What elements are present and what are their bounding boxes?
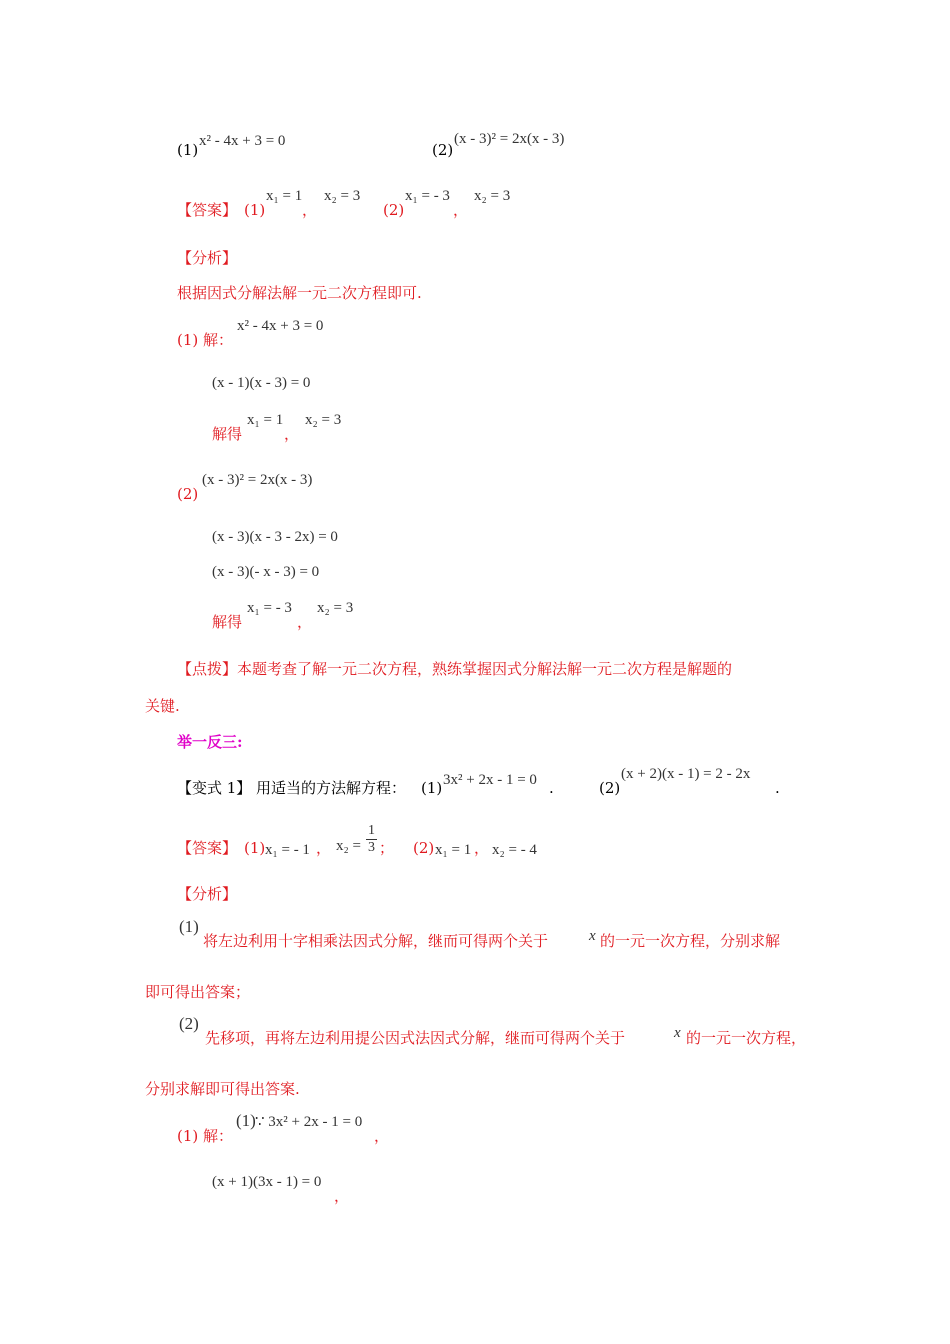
solution-1-step-1: (x - 1)(x - 3) = 0 bbox=[212, 375, 311, 391]
variant-part-2-label: (2) bbox=[599, 779, 621, 797]
solution-1-x2: x₂ = 3 bbox=[305, 412, 342, 428]
variant-tag: 【变式 1】 bbox=[177, 779, 252, 797]
variant-dot-2: . bbox=[775, 779, 780, 797]
analysis-2-tag: 【分析】 bbox=[177, 885, 238, 903]
practice-heading: 举一反三: bbox=[177, 733, 243, 751]
solution-1-label: (1) 解： bbox=[177, 331, 234, 349]
question-2-equation: (x - 3)² = 2x(x - 3) bbox=[454, 131, 565, 147]
solution-2-x1: x₁ = - 3 bbox=[247, 600, 292, 616]
answer-tag: 【答案】 bbox=[177, 201, 238, 219]
analysis-2-part-1-text-a: 将左边利用十字相乘法因式分解，继而可得两个关于 bbox=[203, 932, 549, 950]
solution-2-solve-label: 解得 bbox=[212, 613, 243, 631]
variant-part-1-equation: 3x² + 2x - 1 = 0 bbox=[443, 772, 537, 788]
solution-1-equation: x² - 4x + 3 = 0 bbox=[237, 318, 324, 334]
tip-line-2: 关键. bbox=[145, 697, 180, 715]
answer-2-part-2-x1: x₁ = 1 bbox=[435, 842, 472, 858]
solution-1-x1: x₁ = 1 bbox=[247, 412, 284, 428]
answer-2-tag: 【答案】 bbox=[177, 839, 238, 857]
analysis-2-solution-step-1-comma: ， bbox=[334, 1187, 350, 1205]
question-1-label: (1) bbox=[177, 141, 199, 159]
answer-2-part-1-label: (1) bbox=[244, 839, 266, 857]
tip-line-1: 【点拨】本题考查了解一元二次方程，熟练掌握因式分解法解一元二次方程是解题的 bbox=[177, 660, 733, 678]
answer-2-x2-left: x₂ = bbox=[336, 838, 361, 854]
answer-2-part-2-x2: x₂ = - 4 bbox=[492, 842, 537, 858]
answer-part-2-label: (2) bbox=[383, 201, 405, 219]
answer-part-2-x2: x₂ = 3 bbox=[474, 188, 511, 204]
analysis-2-part-2-text-a: 先移项，再将左边利用提公因式法因式分解，继而可得两个关于 bbox=[205, 1029, 626, 1047]
answer-2-comma-2: ， bbox=[474, 839, 490, 857]
answer-2-x2-fraction: $\frac{1}{3}$ bbox=[368, 823, 375, 855]
solution-2-step-2: (x - 3)(- x - 3) = 0 bbox=[212, 564, 320, 580]
solution-2-equation: (x - 3)² = 2x(x - 3) bbox=[202, 472, 313, 488]
analysis-2-solution-equation: ∵ 3x² + 2x - 1 = 0 bbox=[255, 1114, 363, 1130]
analysis-2-part-2-variable: x bbox=[674, 1025, 681, 1041]
answer-part-1-x1: x₁ = 1 bbox=[266, 188, 303, 204]
analysis-2-part-2-text-b: 的一元一次方程， bbox=[686, 1029, 807, 1047]
analysis-tag: 【分析】 bbox=[177, 249, 238, 267]
answer-comma: ， bbox=[302, 201, 318, 219]
solution-2-x2: x₂ = 3 bbox=[317, 600, 354, 616]
analysis-2-solution-step-1: (x + 1)(3x - 1) = 0 bbox=[212, 1174, 322, 1190]
analysis-2-solution-comma: ， bbox=[374, 1127, 390, 1145]
analysis-2-part-2-text-c: 分别求解即可得出答案. bbox=[145, 1080, 300, 1098]
solution-2-step-1: (x - 3)(x - 3 - 2x) = 0 bbox=[212, 529, 338, 545]
analysis-2-part-1-mark: (1) bbox=[179, 917, 199, 936]
answer-part-1-label: (1) bbox=[244, 201, 266, 219]
answer-2-x1: x₁ = - 1 bbox=[265, 842, 310, 858]
analysis-2-solution-mark: (1) bbox=[236, 1111, 256, 1130]
variant-text: 用适当的方法解方程： bbox=[256, 779, 407, 797]
analysis-2-solution-label: (1) 解： bbox=[177, 1127, 234, 1145]
variant-part-2-equation: (x + 2)(x - 1) = 2 - 2x bbox=[621, 766, 751, 782]
analysis-2-part-1-variable: x bbox=[589, 928, 596, 944]
variant-dot-1: . bbox=[549, 779, 554, 797]
answer-part-2-x1: x₁ = - 3 bbox=[405, 188, 450, 204]
answer-2-comma: ， bbox=[316, 839, 332, 857]
answer-comma-2: ， bbox=[453, 201, 469, 219]
solution-1-solve-label: 解得 bbox=[212, 425, 243, 443]
answer-2-part-2-label: (2) bbox=[413, 839, 435, 857]
solution-2-label: (2) bbox=[177, 485, 199, 503]
analysis-2-part-2-mark: (2) bbox=[179, 1014, 199, 1033]
question-1-equation: x² - 4x + 3 = 0 bbox=[199, 133, 286, 149]
analysis-2-part-1-text-b: 的一元一次方程，分别求解 bbox=[600, 932, 781, 950]
solution-1-comma: ， bbox=[284, 425, 300, 443]
answer-2-semicolon: ； bbox=[379, 839, 395, 857]
question-2-label: (2) bbox=[432, 141, 454, 159]
solution-2-comma: ， bbox=[297, 613, 313, 631]
analysis-2-part-1-text-c: 即可得出答案； bbox=[145, 983, 251, 1001]
analysis-text: 根据因式分解法解一元二次方程即可. bbox=[177, 284, 422, 302]
variant-part-1-label: (1) bbox=[421, 779, 443, 797]
answer-part-1-x2: x₂ = 3 bbox=[324, 188, 361, 204]
